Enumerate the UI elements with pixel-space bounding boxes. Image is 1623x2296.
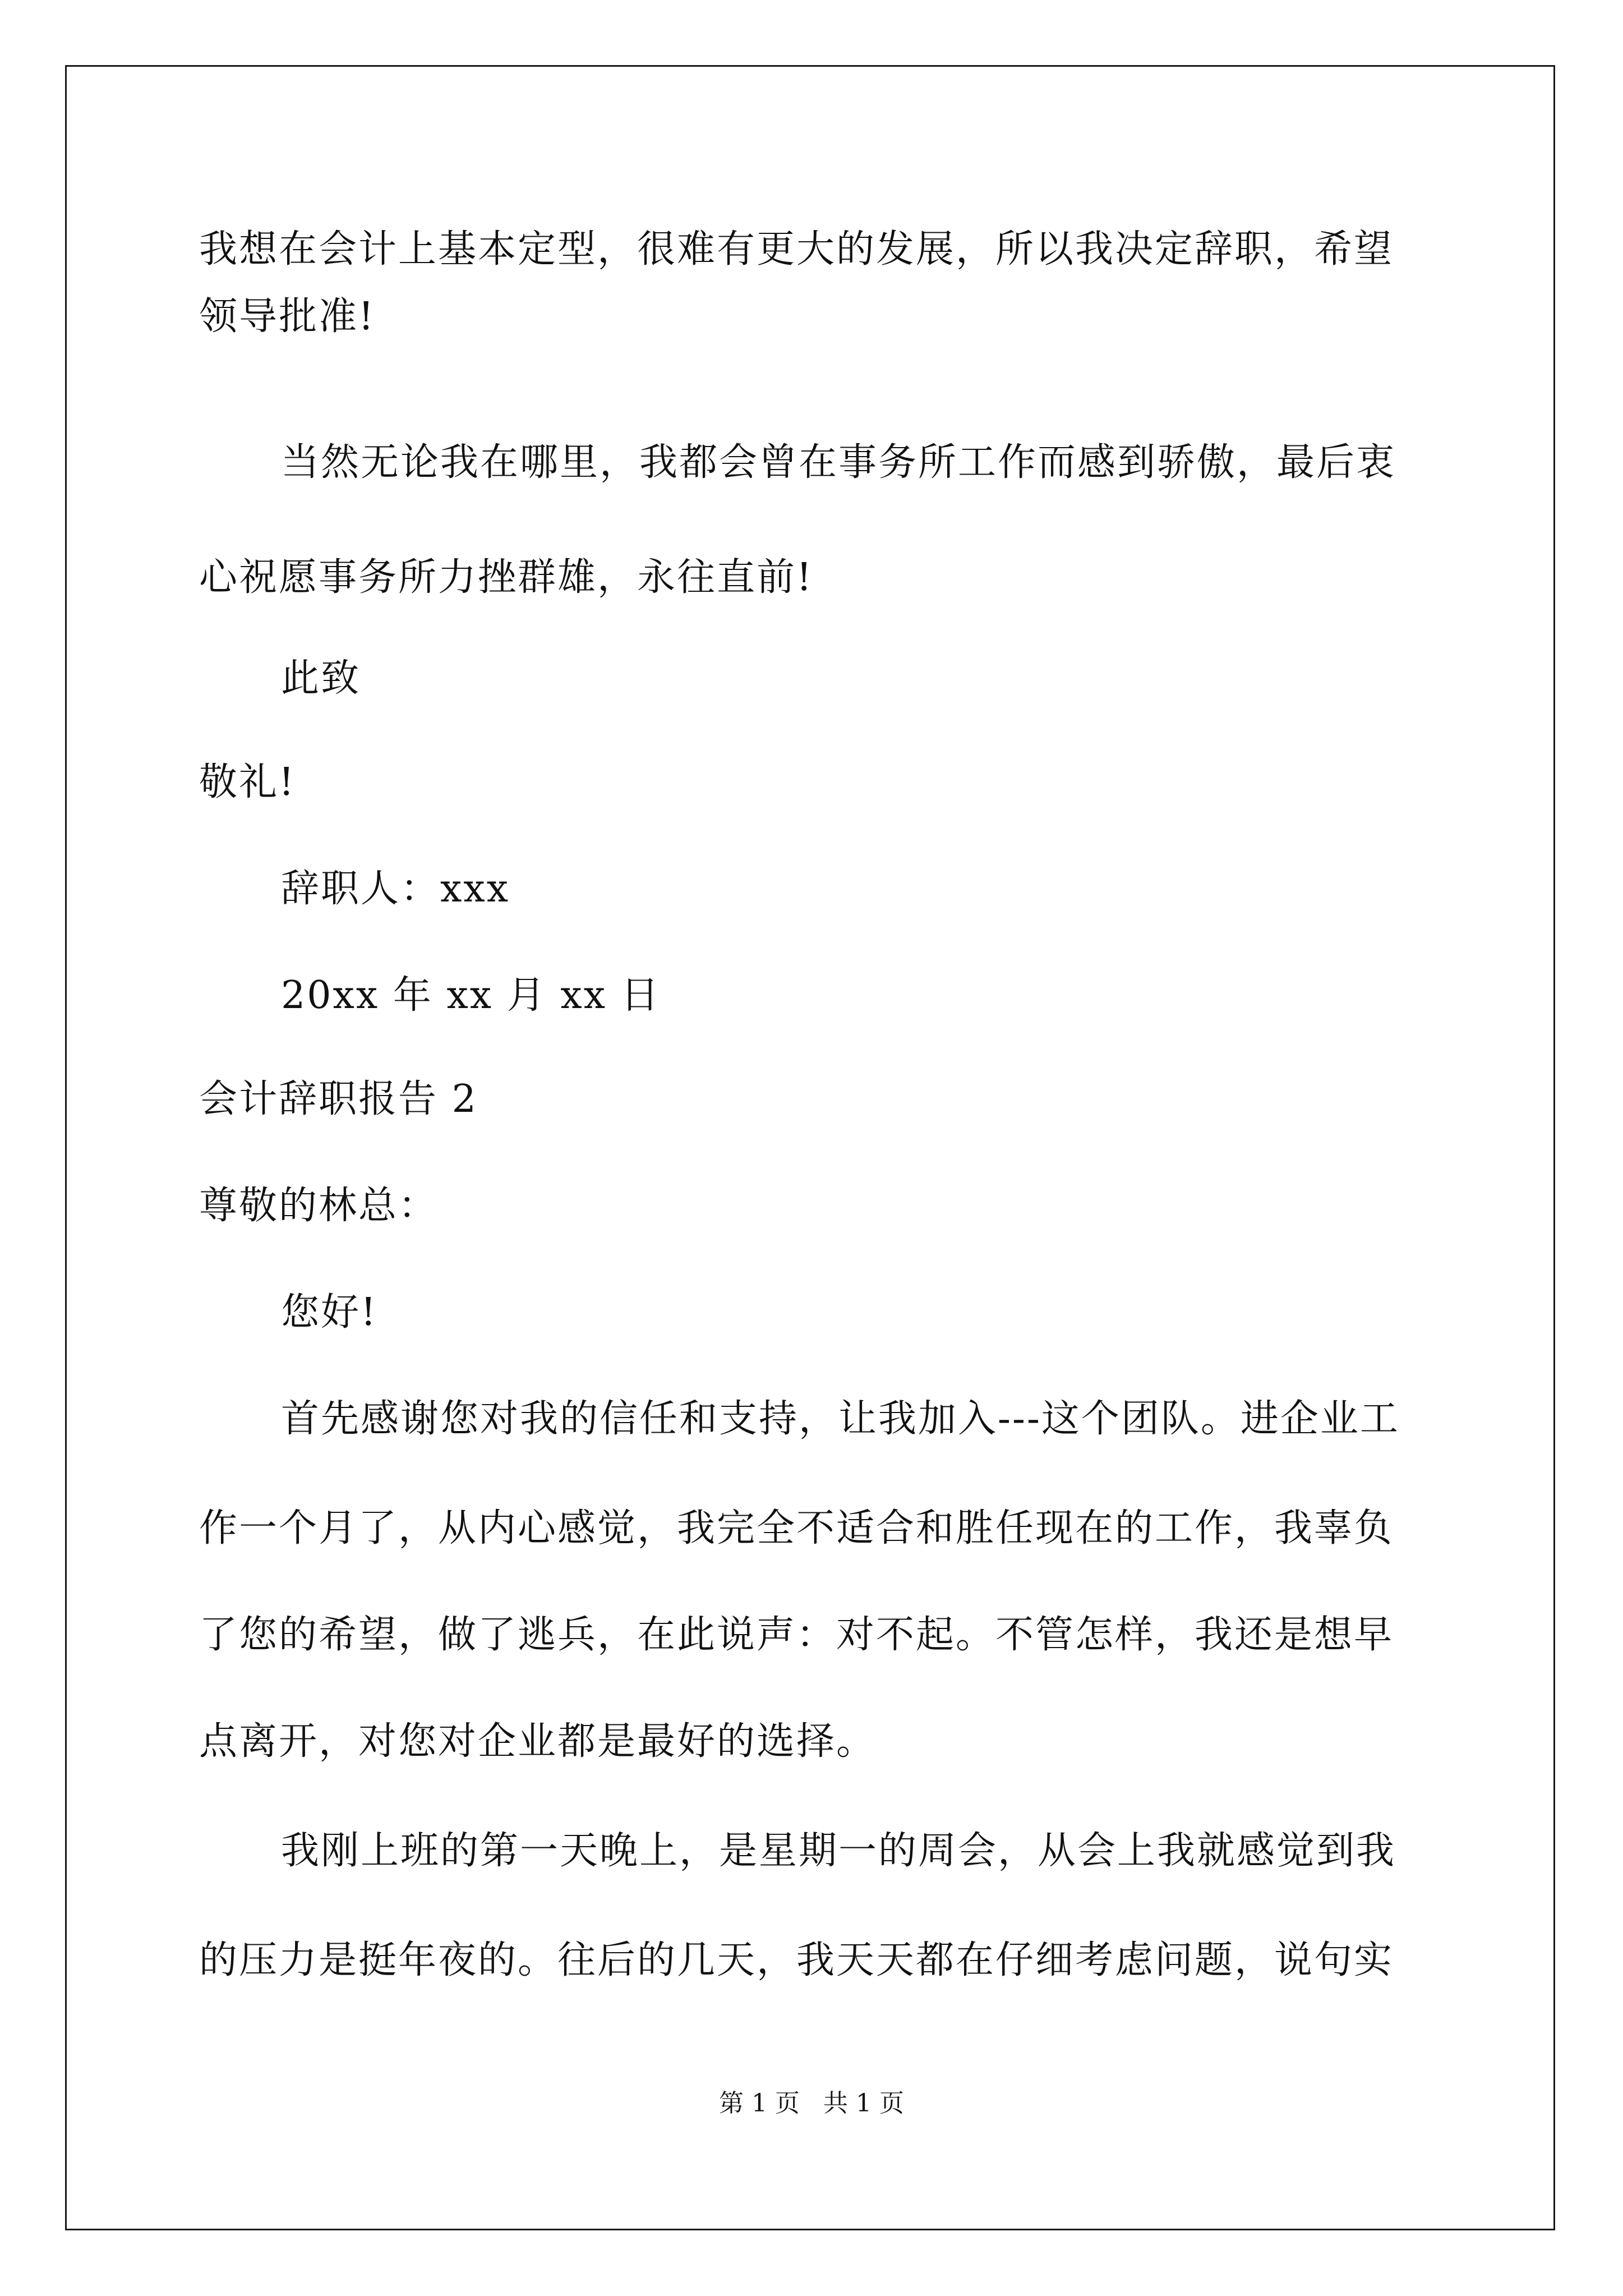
- text-line: 20xx 年 xx 月 xx 日: [281, 973, 661, 1018]
- text-line: 点离开，对您对企业都是最好的选择。: [199, 1719, 877, 1764]
- text-line: 敬礼!: [199, 760, 296, 804]
- text-line: 了您的希望，做了逃兵，在此说声：对不起。不管怎样，我还是想早: [199, 1613, 1394, 1657]
- text-line: 此致: [281, 656, 361, 701]
- text-line: 的压力是挺年夜的。往后的几天，我天天都在仔细考虑问题，说句实: [199, 1938, 1394, 1982]
- text-line: 我想在会计上基本定型，很难有更大的发展，所以我决定辞职，希望: [199, 227, 1394, 272]
- text-line: 首先感谢您对我的信任和支持，让我加入---这个团队。进企业工: [281, 1397, 1400, 1441]
- text-line: 作一个月了，从内心感觉，我完全不适合和胜任现在的工作，我辜负: [199, 1506, 1394, 1550]
- section-heading: 会计辞职报告 2: [199, 1077, 478, 1121]
- text-line: 当然无论我在哪里，我都会曾在事务所工作而感到骄傲，最后衷: [281, 440, 1396, 485]
- text-line: 我刚上班的第一天晚上，是星期一的周会，从会上我就感觉到我: [281, 1829, 1396, 1873]
- page-number-footer: 第 1 页 共 1 页: [719, 2089, 904, 2118]
- page-border: [65, 65, 1555, 2230]
- text-line: 领导批准!: [199, 295, 376, 339]
- text-line: 辞职人：xxx: [281, 867, 510, 911]
- text-line: 您好!: [281, 1290, 378, 1335]
- text-line: 尊敬的林总：: [199, 1184, 439, 1228]
- text-line: 心祝愿事务所力挫群雄，永往直前!: [199, 555, 814, 600]
